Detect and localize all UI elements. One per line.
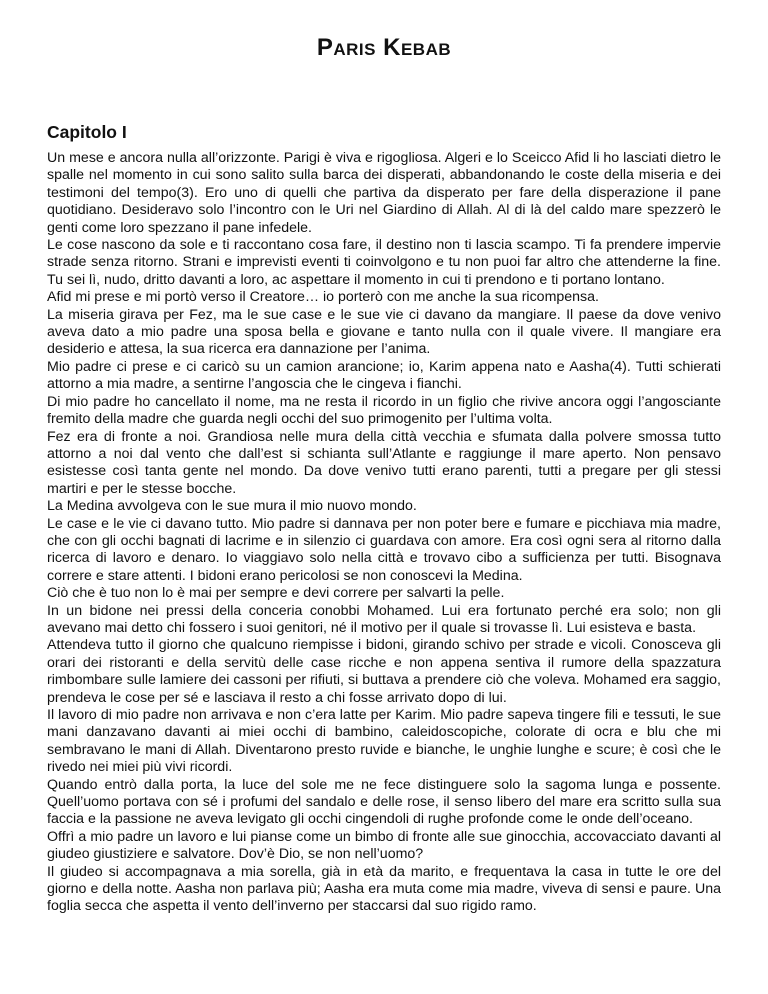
paragraph: La miseria girava per Fez, ma le sue case e le sue vie ci davano da mangiare. Il paese da dove venivo aveva dato a mio padre una sposa bella e giovane e tanto nulla con il quale vivere. Il mangiare era desiderio e attesa, la sua ricerca era dannazione per l’anima. [47, 306, 721, 358]
paragraph: Quando entrò dalla porta, la luce del sole me ne fece distinguere solo la sagoma lunga e possente. Quell’uomo portava con sé i profumi del sandalo e delle rose, il senso libero del mare era scritto sulla sua faccia e la passione ne aveva levigato gli occhi cingendoli di rughe profonde come le onde dell’oceano. [47, 776, 721, 828]
paragraph: Afid mi prese e mi portò verso il Creatore… io porterò con me anche la sua ricompensa. [47, 289, 599, 306]
paragraph: Ciò che è tuo non lo è mai per sempre e devi correre per salvarti la pelle. [47, 585, 505, 602]
paragraph: Di mio padre ho cancellato il nome, ma ne resta il ricordo in un figlio che rivive ancora oggi l’angosciante fremito della madre che guarda negli occhi del suo primogenito per l’ultima volta. [47, 393, 721, 428]
paragraph: Le cose nascono da sole e ti raccontano cosa fare, il destino non ti lascia scampo. Ti fa prendere impervie strade senza ritorno. Strani e imprevisti eventi ti coinvolgono e tu non puoi far altro che attenderne la fine. Tu sei lì, nudo, dritto davanti a loro, ac aspettare il momento in cui ti prendono e ti portano lontano. [47, 237, 721, 288]
chapter-heading: Capitolo I [47, 122, 127, 142]
paragraph: Un mese e ancora nulla all’orizzonte. Parigi è viva e rigogliosa. Algeri e lo Sceicco Afid li ho lasciati dietro le spalle nel momento in cui sono salito sulla barca dei disperati, abbandonando le coste della miseria e dei testimoni del tempo(3). Ero uno di quelli che partiva da disperato per fare della disperazione il pane quotidiano. Desideravo solo l’incontro con le Uri nel Giardino di Allah. Al di là del caldo mare spezzerò le genti come loro spezzano il pane infedele. [47, 150, 721, 236]
paragraph: La Medina avvolgeva con le sue mura il mio nuovo mondo. [47, 498, 417, 515]
document-title: Paris Kebab [316, 34, 452, 61]
paragraph: Il giudeo si accompagnava a mia sorella, già in età da marito, e frequentava la casa in tutte le ore del giorno e della notte. Aasha non parlava più; Aasha era muta come mia madre, viveva di sensi e paure. Una foglia secca che aspetta il vento dell’inverno per staccarsi dal suo rigido ramo. [47, 863, 721, 915]
paragraph: Offrì a mio padre un lavoro e lui pianse come un bimbo di fronte alle sue ginocchia, accovacciato davanti al giudeo giustiziere e salvatore. Dov’è Dio, se non nell’uomo? [47, 828, 721, 863]
paragraph: Il lavoro di mio padre non arrivava e non c’era latte per Karim. Mio padre sapeva tingere fili e tessuti, le sue mani danzavano davanti ai miei occhi di bambino, caleidoscopiche, colorate di ocra e blu che mi sembravano le mani di Allah. Diventarono presto ruvide e bianche, le unghie lunghe e scure; è così che le rivedo nei miei più vivi ricordi. [47, 707, 721, 776]
paragraph: Mio padre ci prese e ci caricò su un camion arancione; io, Karim appena nato e Aasha(4). Tutti schierati attorno a mia madre, a sentirne l’angoscia che le cingeva i fianchi. [47, 358, 721, 393]
paragraph: In un bidone nei pressi della conceria conobbi Mohamed. Lui era fortunato perché era solo; non gli avevano mai detto chi fossero i suoi genitori, né il motivo per il quale si trovasse lì. Lui esisteva e basta. [47, 602, 721, 636]
paragraph: Le case e le vie ci davano tutto. Mio padre si dannava per non poter bere e fumare e picchiava mia madre, che con gli occhi bagnati di lacrime e in silenzio ci guardava con amore. Era così ogni sera al ritorno dalla ricerca di lavoro e denaro. Io viaggiavo solo nella città e trovavo cibo a sufficienza per tutti. Bisognava correre e stare attenti. I bidoni erano pericolosi se non conoscevi la Medina. [47, 515, 721, 584]
chapter-body [47, 150, 721, 916]
paragraph: Attendeva tutto il giorno che qualcuno riempisse i bidoni, girando schivo per strade e vicoli. Conosceva gli orari dei ristoranti e della servitù delle case ricche e non appena sentiva il rumore della spazzatura rimbombare sulle lamiere dei cassoni per rifiuti, si buttava a prendere ciò che voleva. Mohamed era saggio, prendeva le cose per sé e lasciava il resto a chi fosse arrivato dopo di lui. [47, 637, 721, 706]
paragraph: Fez era di fronte a noi. Grandiosa nelle mura della città vecchia e sfumata dalla polvere smossa tutto attorno a noi dal vento che dall’est si schianta sull’Atlante e raggiunge il mare aperto. Non pensavo esistesse così tanta gente nel mondo. Da dove venivo tutti erano parenti, tutti a pregare per gli stessi martiri e per le stesse bocche. [47, 428, 721, 497]
